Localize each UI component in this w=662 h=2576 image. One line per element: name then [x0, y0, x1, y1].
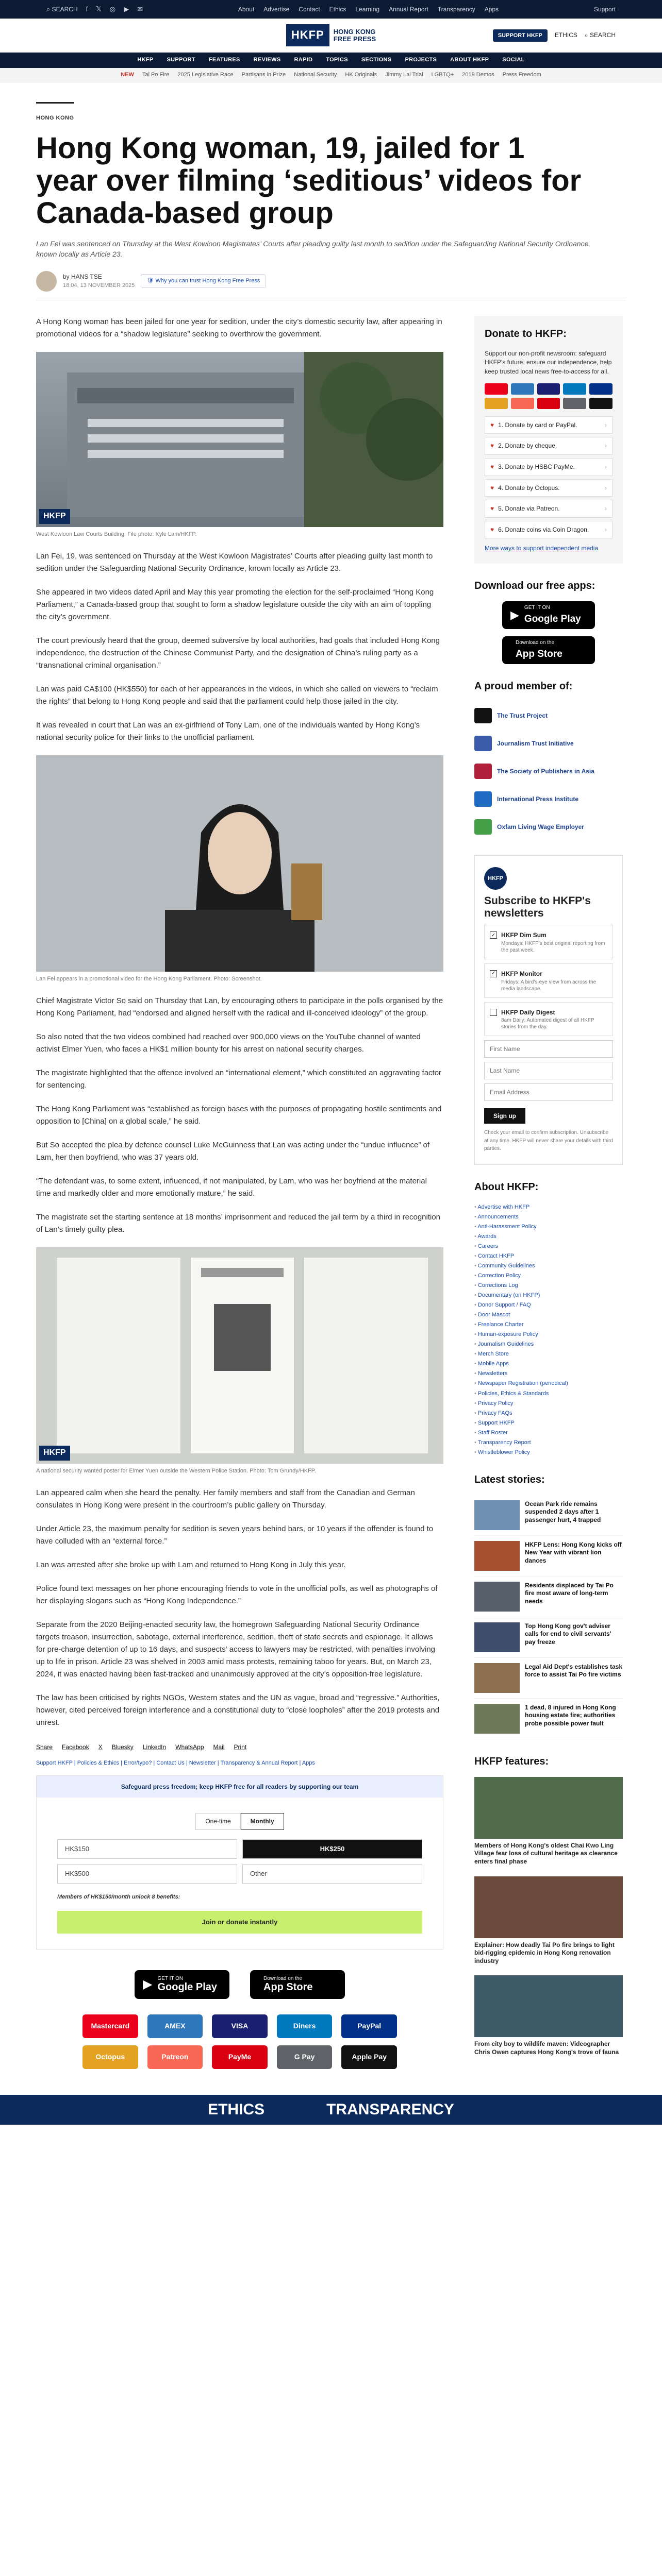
search-link[interactable]: ⌕ SEARCH [46, 5, 78, 13]
first-name-field[interactable] [484, 1040, 613, 1058]
chevron-right-icon: › [605, 442, 607, 450]
latest-story[interactable] [474, 1617, 623, 1658]
payment-logo: AMEX [147, 2014, 203, 2038]
paragraph: Under Article 23, the maximum penalty for sedition is seven years behind bars, or 10 years if the offender is found to have colluded with an “external force.” [36, 1524, 434, 1546]
sidebar [474, 316, 623, 2090]
feature-image [474, 1876, 623, 1938]
newsletter-desc: Fridays: A bird's-eye view from across the media landscape. [501, 979, 597, 992]
story-title: Legal Aid Dept's establishes task force to assist Tai Po fire victims [525, 1663, 623, 1679]
payment-icon [485, 383, 508, 395]
top-link-annual-report[interactable]: Annual Report [389, 5, 428, 13]
feature-story[interactable] [474, 1975, 623, 2059]
nav-support[interactable]: SUPPORT [167, 57, 195, 63]
payment-logo: Mastercard [82, 2014, 138, 2038]
about-link[interactable]: • Whistleblower Policy [474, 1448, 623, 1458]
email-field[interactable] [484, 1083, 613, 1101]
wanted-poster-photo [36, 1247, 443, 1464]
about-link[interactable]: • Corrections Log [474, 1281, 623, 1291]
google-play-badge[interactable]: ▶ GET IT ON Google Play [502, 601, 595, 629]
about-link[interactable]: • Anti-Harassment Policy [474, 1222, 623, 1232]
about-link[interactable]: • Community Guidelines [474, 1261, 623, 1271]
feature-story[interactable] [474, 1777, 623, 1869]
nav-sections[interactable]: SECTIONS [361, 57, 392, 63]
story-thumbnail [474, 1622, 520, 1652]
amount-option[interactable]: HK$150 [57, 1839, 237, 1859]
court-building-photo [36, 352, 443, 527]
top-link-about[interactable]: About [238, 5, 255, 13]
support-hkfp-button[interactable]: SUPPORT HKFP [493, 29, 548, 42]
newsletter-option[interactable] [484, 925, 613, 959]
amount-options [37, 1839, 443, 1884]
nav-features[interactable]: FEATURES [208, 57, 240, 63]
donate-panel [36, 1775, 443, 1950]
donate-method-item[interactable] [485, 416, 613, 434]
amount-option[interactable]: HK$500 [57, 1864, 237, 1884]
payment-icon [563, 383, 586, 395]
payment-logo: PayMe [212, 2045, 268, 2069]
membership-card [474, 679, 623, 841]
about-link[interactable]: • Staff Roster [474, 1428, 623, 1438]
about-link[interactable]: • Careers [474, 1242, 623, 1251]
payment-logo: Octopus [82, 2045, 138, 2069]
paragraph: Chief Magistrate Victor So said on Thursday that Lan, by encouraging others to participate in the polls organised by the Hong Kong Parliament, had “endorsed and aligned herself with the radical and ill-conceived ideology” of the group. [36, 996, 443, 1018]
donate-method-label: 3. Donate by HSBC PayMe. [498, 463, 575, 471]
story-thumbnail [474, 1582, 520, 1612]
share-label: Share [36, 1743, 53, 1751]
latest-story[interactable] [474, 1495, 623, 1536]
donate-method-label: 4. Donate by Octopus. [498, 484, 560, 492]
author-name[interactable]: by HANS TSE [63, 273, 102, 280]
story-thumbnail [474, 1500, 520, 1530]
top-utility-bar [0, 0, 662, 19]
chevron-right-icon: › [605, 484, 607, 492]
about-link[interactable]: • Documentary (on HKFP) [474, 1291, 623, 1300]
donate-method-item[interactable] [485, 479, 613, 497]
about-link[interactable]: • Announcements [474, 1212, 623, 1222]
about-link[interactable]: • Donor Support / FAQ [474, 1300, 623, 1310]
trending-bar [0, 68, 662, 82]
donate-method-icon: ♥ [490, 484, 494, 492]
paragraph: “The defendant was, to some extent, influenced, if not manipulated, by Lam, who was her boyfriend at the material time and markedly older and more emotionally mature,” he said. [36, 1176, 427, 1198]
newsletter-fine-print: Check your email to confirm subscription. Unsubscribe at any time. HKFP will never share your details with third parties. [484, 1130, 613, 1152]
about-link[interactable]: • Journalism Guidelines [474, 1340, 623, 1349]
paragraph: So also noted that the two videos combined had reached over 900,000 views on the YouTube channel of wanted activist Elmer Yuen, who faces a HK$1 million bounty for his arrest on national security charges. [36, 1032, 421, 1054]
newsletter-signup [474, 855, 623, 1165]
person-in-video-illustration [36, 755, 443, 972]
photo-watermark: HKFP [39, 1446, 70, 1461]
newsletter-name: HKFP Daily Digest [501, 1008, 555, 1016]
feature-story[interactable] [474, 1876, 623, 1969]
paragraph: She appeared in two videos dated April and May this year promoting the election for the self-proclaimed “Hong Kong Parliament,” a Canada-based group that sought to form a shadow legislature outside the city with an aim of toppling the city’s government. [36, 587, 434, 621]
payment-logo: Patreon [147, 2045, 203, 2069]
donate-method-item[interactable] [485, 521, 613, 539]
paragraph: Separate from the 2020 Beijing-enacted security law, the homegrown Safeguarding National Security Ordinance targets treason, insurrection, sabotage, external interference, sedition, theft of state secrets and espionage. It allows for pre-charge detention of up to 16 days, and suspects’ access to lawyers may be restricted, with penalties involving up to life in prison. Article 23 was shelved in 2003 amid mass protests, remaining taboo for years. But, on March 23, 2024, it was enacted having been fast-tracked and unanimously approved at the city’s opposition-free legislature. [36, 1620, 436, 1679]
donate-method-icon: ♥ [490, 421, 494, 429]
apps-card [474, 578, 623, 664]
member-org-logo [474, 791, 492, 807]
more-ways-link[interactable]: More ways to support independent media [485, 545, 599, 552]
top-link-transparency[interactable]: Transparency [437, 5, 475, 13]
trending-link[interactable]: National Security [294, 71, 337, 78]
nav-projects[interactable]: PROJECTS [405, 57, 437, 63]
member-org-name: International Press Institute [497, 795, 579, 803]
latest-story[interactable] [474, 1577, 623, 1617]
payment-icon [563, 398, 586, 409]
donate-method-icon: ♥ [490, 442, 494, 450]
checkbox[interactable] [490, 1009, 497, 1016]
trending-link[interactable]: 2025 Legislative Race [177, 71, 234, 78]
paragraph: Lan was arrested after she broke up with Lam and returned to Hong Kong in July this year. [36, 1560, 346, 1569]
top-link-apps[interactable]: Apps [484, 5, 499, 13]
hkfp-features [474, 1754, 623, 2060]
about-link[interactable]: • Advertise with HKFP [474, 1202, 623, 1212]
about-link[interactable]: • Merch Store [474, 1349, 623, 1359]
payment-icon [511, 383, 534, 395]
signup-button[interactable]: Sign up [484, 1108, 525, 1124]
new-badge: NEW [121, 71, 134, 78]
paragraph: The court previously heard that the group, deemed subversive by local authorities, had goals that included Hong Kong independence, the destruction of the Chinese Communist Party, and the designation of China’s ruling party as a “transnational criminal organisation.” [36, 636, 440, 670]
nav-reviews[interactable]: REVIEWS [253, 57, 281, 63]
x-icon[interactable]: 𝕏 [96, 5, 102, 13]
share-facebook-link[interactable]: Facebook [62, 1743, 89, 1751]
photo-caption: A national security wanted poster for Elmer Yuen outside the Western Police Station. Photo: Tom Grundy/HKFP. [36, 1467, 316, 1474]
top-link-ethics[interactable]: Ethics [329, 5, 346, 13]
trending-link[interactable]: Tai Po Fire [142, 71, 170, 78]
nav-rapid[interactable]: RAPID [294, 57, 313, 63]
article-body [36, 316, 443, 2090]
payment-logo: PayPal [341, 2014, 397, 2038]
trending-link[interactable]: Jimmy Lai Trial [385, 71, 423, 78]
main-nav [0, 53, 662, 68]
checkbox[interactable]: ✓ [490, 931, 497, 939]
paragraph: Lan Fei, 19, was sentenced on Thursday at the West Kowloon Magistrates’ Courts after pleading guilty last month to sedition under the Safeguarding National Security Ordinance, known locally as Article 23. [36, 551, 433, 573]
paragraph: Lan appeared calm when she heard the penalty. Her family members and staff from the Canadian and German consulates in Hong Kong were present in the courtroom’s public gallery on Thursday. [36, 1488, 415, 1510]
trending-link[interactable]: 2019 Demos [462, 71, 494, 78]
member-org-name: Journalism Trust Initiative [497, 739, 574, 747]
feature-title: From city boy to wildlife maven: Videographer Chris Owen captures Hong Kong's trove of fauna [474, 2040, 619, 2056]
payment-icon [485, 398, 508, 409]
nav-topics[interactable]: TOPICS [326, 57, 348, 63]
latest-stories [474, 1472, 623, 1739]
shield-icon: 🛡 [146, 278, 154, 284]
top-link-contact[interactable]: Contact [299, 5, 320, 13]
member-org-logo [474, 764, 492, 779]
about-link[interactable]: • Door Mascot [474, 1310, 623, 1320]
story-thumbnail [474, 1663, 520, 1693]
payment-icon [589, 383, 613, 395]
feature-image [474, 1777, 623, 1839]
story-title: Top Hong Kong gov't adviser calls for end to civil servants' pay freeze [525, 1622, 611, 1646]
story-title: Residents displaced by Tai Po fire most aware of long-term needs [525, 1581, 614, 1605]
newsletter-title: Subscribe to HKFP's newsletters [484, 895, 591, 920]
newsletter-name: HKFP Dim Sum [501, 931, 547, 939]
share-mail-link[interactable]: Mail [213, 1743, 225, 1751]
trending-link[interactable]: LGBTQ+ [431, 71, 454, 78]
paragraph: Police found text messages on her phone encouraging friends to vote in the unofficial polls, as well as photographs of her displaying slogans such as “Hong Kong Independence.” [36, 1584, 438, 1605]
search-icon: ⌕ [46, 5, 51, 13]
newsletter-option[interactable] [484, 1002, 613, 1037]
payment-icon [511, 398, 534, 409]
feature-title: Members of Hong Kong's oldest Chai Kwo Ling Village fear loss of cultural heritage as clearance enters final phase [474, 1841, 618, 1866]
donate-method-label: 5. Donate via Patreon. [498, 505, 560, 513]
app-store-badge[interactable]: Download on the App Store [250, 1970, 345, 1999]
about-link[interactable]: • Support HKFP [474, 1418, 623, 1428]
header-ethics-link[interactable]: ETHICS [554, 31, 577, 39]
amount-other-input[interactable]: Other [242, 1864, 422, 1884]
youtube-icon[interactable]: ▶ [124, 5, 129, 13]
byline [36, 271, 626, 300]
newsletter-name: HKFP Monitor [501, 970, 542, 977]
site-header [0, 19, 662, 53]
about-link[interactable]: • Human-exposure Policy [474, 1330, 623, 1340]
donate-methods [485, 416, 613, 539]
about-link[interactable]: • Privacy Policy [474, 1399, 623, 1409]
apps-title: Download our free apps: [474, 580, 595, 592]
donate-method-label: 1. Donate by card or PayPal. [498, 421, 577, 429]
payment-icon [589, 398, 613, 409]
donate-method-icon: ♥ [490, 526, 494, 533]
payment-logos [36, 2014, 443, 2069]
google-play-icon: ▶ [510, 608, 519, 621]
article-footer-links[interactable]: Support HKFP | Policies & Ethics | Error/typo? | Contact Us | Newsletter | Transparency & Annual Report | Apps [36, 1760, 315, 1767]
nav-about[interactable]: ABOUT HKFP [450, 57, 489, 63]
top-link-advertise[interactable]: Advertise [263, 5, 290, 13]
about-link[interactable]: • Transparency Report [474, 1438, 623, 1448]
latest-story[interactable] [474, 1658, 623, 1699]
about-link[interactable]: • Awards [474, 1232, 623, 1242]
top-link-learning[interactable]: Learning [355, 5, 380, 13]
donate-method-item[interactable] [485, 437, 613, 455]
frequency-toggle [37, 1813, 443, 1830]
trending-link[interactable]: Press Freedom [502, 71, 541, 78]
app-store-badges [36, 1970, 443, 1999]
trending-link[interactable]: Partisans in Prize [241, 71, 286, 78]
about-link[interactable]: • Correction Policy [474, 1271, 623, 1281]
story-title: Ocean Park ride remains suspended 2 days after 1 passenger hurt, 4 trapped [525, 1500, 601, 1524]
about-link[interactable]: • Newsletters [474, 1369, 623, 1379]
video-screenshot-photo [36, 755, 443, 972]
member-org-logo [474, 819, 492, 835]
photo-caption: Lan Fei appears in a promotional video for the Hong Kong Parliament. Photo: Screenshot. [36, 975, 262, 982]
features-title: HKFP features: [474, 1755, 549, 1767]
article-header [0, 82, 662, 300]
about-link[interactable]: • Newspaper Registration (periodical) [474, 1379, 623, 1388]
member-org-name: Oxfam Living Wage Employer [497, 823, 584, 831]
paragraph: The magistrate set the starting sentence at 18 months’ imprisonment and reduced the jail term by a third in recognition of Lan’s timely guilty plea. [36, 1212, 441, 1234]
about-link[interactable]: • Contact HKFP [474, 1251, 623, 1261]
ethics-banner[interactable]: ETHICS TRANSPARENCY [0, 2095, 662, 2125]
latest-title: Latest stories: [474, 1473, 545, 1485]
member-org[interactable] [474, 813, 623, 841]
payment-logo: G Pay [277, 2045, 333, 2069]
member-org-logo [474, 736, 492, 751]
paragraph: But So accepted the plea by defence counsel Luke McGuinness that Lan was acting under the “undue influence” of Lam, her then boyfriend, who was 37 years old. [36, 1140, 430, 1162]
article-kicker[interactable]: HONG KONG [36, 102, 74, 123]
chevron-right-icon: › [605, 421, 607, 429]
donate-banner: Safeguard press freedom; keep HKFP free for all readers by supporting our team [37, 1776, 443, 1798]
donate-method-label: 2. Donate by cheque. [498, 442, 557, 450]
donate-intro: Support our non-profit newsroom: safeguard HKFP's future, ensure our independence, help keep trusted local news free-to-access for all. [485, 349, 612, 375]
app-store-badge[interactable]: Download on the App Store [502, 636, 595, 664]
story-title: 1 dead, 8 injured in Hong Kong housing estate fire; authorities probe possible power fault [525, 1703, 616, 1727]
share-bar [36, 1742, 443, 1752]
member-org-name: The Trust Project [497, 711, 548, 719]
wanted-poster-illustration [36, 1247, 443, 1464]
member-benefits-text: Members of HK$150/month unlock 8 benefits: [57, 1893, 180, 1900]
article-lede: Lan Fei was sentenced on Thursday at the West Kowloon Magistrates’ Courts after pleading guilty last month to sedition under the Safeguarding National Security Ordinance, known locally as Article 23. [36, 240, 591, 259]
paragraph: It was revealed in court that Lan was an ex-girlfriend of Tony Lam, one of the individuals wanted by Hong Kong’s national security police for their links to the unofficial parliament. [36, 720, 420, 742]
payment-logo: Apple Pay [341, 2045, 397, 2069]
donate-method-item[interactable] [485, 458, 613, 476]
nav-hkfp[interactable]: HKFP [137, 57, 154, 63]
checkbox[interactable]: ✓ [490, 970, 497, 977]
donate-card [474, 316, 623, 564]
court-building-illustration [36, 352, 443, 527]
mail-icon[interactable]: ✉ [137, 5, 143, 13]
member-org[interactable] [474, 757, 623, 785]
member-org[interactable] [474, 702, 623, 730]
trending-link[interactable]: HK Originals [345, 71, 377, 78]
about-link[interactable]: • Freelance Charter [474, 1320, 623, 1330]
share-whatsapp-link[interactable]: WhatsApp [175, 1743, 204, 1751]
feature-title: Explainer: How deadly Tai Po fire brings to light bid-rigging epidemic in Hong Kong renovation industry [474, 1941, 615, 1964]
share-print-link[interactable]: Print [234, 1743, 247, 1751]
article-title: Hong Kong woman, 19, jailed for 1 year over filming ‘seditious’ videos for Canada-based group [36, 131, 582, 230]
donate-method-item[interactable] [485, 500, 613, 518]
member-org-name: The Society of Publishers in Asia [497, 767, 594, 775]
story-thumbnail [474, 1541, 520, 1571]
payment-icon [537, 398, 560, 409]
latest-story[interactable] [474, 1699, 623, 1739]
author-avatar [36, 271, 57, 292]
paragraph: The magistrate highlighted that the offence involved an “international element,” which constituted an aggravating factor for sentencing. [36, 1068, 442, 1090]
payment-logo: VISA [212, 2014, 268, 2038]
header-search-link[interactable]: ⌕ SEARCH [584, 31, 616, 39]
donate-title: Donate to HKFP: [485, 328, 567, 340]
member-title: A proud member of: [474, 681, 573, 692]
chevron-right-icon: › [605, 463, 607, 471]
donate-method-label: 6. Donate coins via Coin Dragon. [498, 526, 589, 533]
newsletter-option[interactable] [484, 963, 613, 998]
newsletter-desc: 8am Daily: Automated digest of all HKFP stories from the day. [501, 1018, 594, 1030]
facebook-icon[interactable]: f [86, 5, 88, 13]
trust-link[interactable]: 🛡 Why you can trust Hong Kong Free Press [141, 274, 266, 288]
paragraph: The Hong Kong Parliament was “established as foreign bases with the purposes of propagating hostile sentiments and opposition to [China] on a global scale,” he said. [36, 1104, 442, 1126]
donate-method-icon: ♥ [490, 505, 494, 513]
share-bluesky-link[interactable]: Bluesky [111, 1743, 134, 1751]
payment-icons [485, 383, 613, 409]
share-linkedin-link[interactable]: LinkedIn [142, 1743, 167, 1751]
member-org[interactable] [474, 785, 623, 813]
about-link[interactable]: • Mobile Apps [474, 1359, 623, 1369]
payment-logo: Diners [277, 2014, 333, 2038]
hkfp-logo: HKFP [484, 867, 507, 890]
freq-one-time[interactable]: One-time [195, 1813, 240, 1830]
latest-story[interactable] [474, 1536, 623, 1577]
photo-caption: West Kowloon Law Courts Building. File photo: Kyle Lam/HKFP. [36, 531, 197, 537]
paragraph: A Hong Kong woman has been jailed for one year for sedition, under the city’s domestic security law, after appearing in promotional videos for a “shadow legislature” seeking to overthrow the government. [36, 317, 442, 338]
google-play-icon: ▶ [143, 1977, 153, 1992]
donate-method-icon: ♥ [490, 463, 494, 471]
share-x-link[interactable]: X [98, 1743, 103, 1751]
nav-social[interactable]: SOCIAL [502, 57, 525, 63]
freq-monthly[interactable]: Monthly [241, 1813, 284, 1830]
newsletter-desc: Mondays: HKFP's best original reporting from the past week. [501, 940, 605, 953]
chevron-right-icon: › [605, 505, 607, 513]
site-logo[interactable]: HKFP HONG KONG FREE PRESS [286, 24, 376, 46]
story-thumbnail [474, 1704, 520, 1734]
paragraph: The law has been criticised by rights NGOs, Western states and the UN as vague, broad and “regressive.” Authorities, however, cited perceived foreign interference and a constitutional duty to “close loopholes” after the 2019 protests and unrest. [36, 1693, 440, 1727]
photo-watermark: HKFP [39, 509, 70, 524]
about-link[interactable]: • Policies, Ethics & Standards [474, 1389, 623, 1399]
about-card [474, 1179, 623, 1458]
member-org[interactable] [474, 730, 623, 757]
google-play-badge[interactable]: ▶ GET IT ON Google Play [135, 1970, 229, 1999]
last-name-field[interactable] [484, 1062, 613, 1079]
story-title: HKFP Lens: Hong Kong kicks off New Year with vibrant lion dances [525, 1540, 622, 1565]
publish-date: 18:04, 13 NOVEMBER 2025 [63, 282, 135, 289]
join-donate-button[interactable]: Join or donate instantly [57, 1911, 422, 1934]
member-org-logo [474, 708, 492, 723]
amount-option-selected[interactable]: HK$250 [242, 1839, 422, 1859]
paragraph: Lan was paid CA$100 (HK$550) for each of her appearances in the videos, in which she called on viewers to “reclaim the rights” that belong to Hong Kong people and said that the parliament could help those jailed in the city. [36, 684, 438, 706]
payment-icon [537, 383, 560, 395]
chevron-right-icon: › [605, 526, 607, 533]
instagram-icon[interactable]: ◎ [109, 5, 116, 13]
about-link[interactable]: • Privacy FAQs [474, 1409, 623, 1418]
top-link-support[interactable]: Support [593, 5, 616, 13]
search-icon: ⌕ [584, 31, 588, 39]
about-title: About HKFP: [474, 1181, 539, 1193]
feature-image [474, 1975, 623, 2037]
